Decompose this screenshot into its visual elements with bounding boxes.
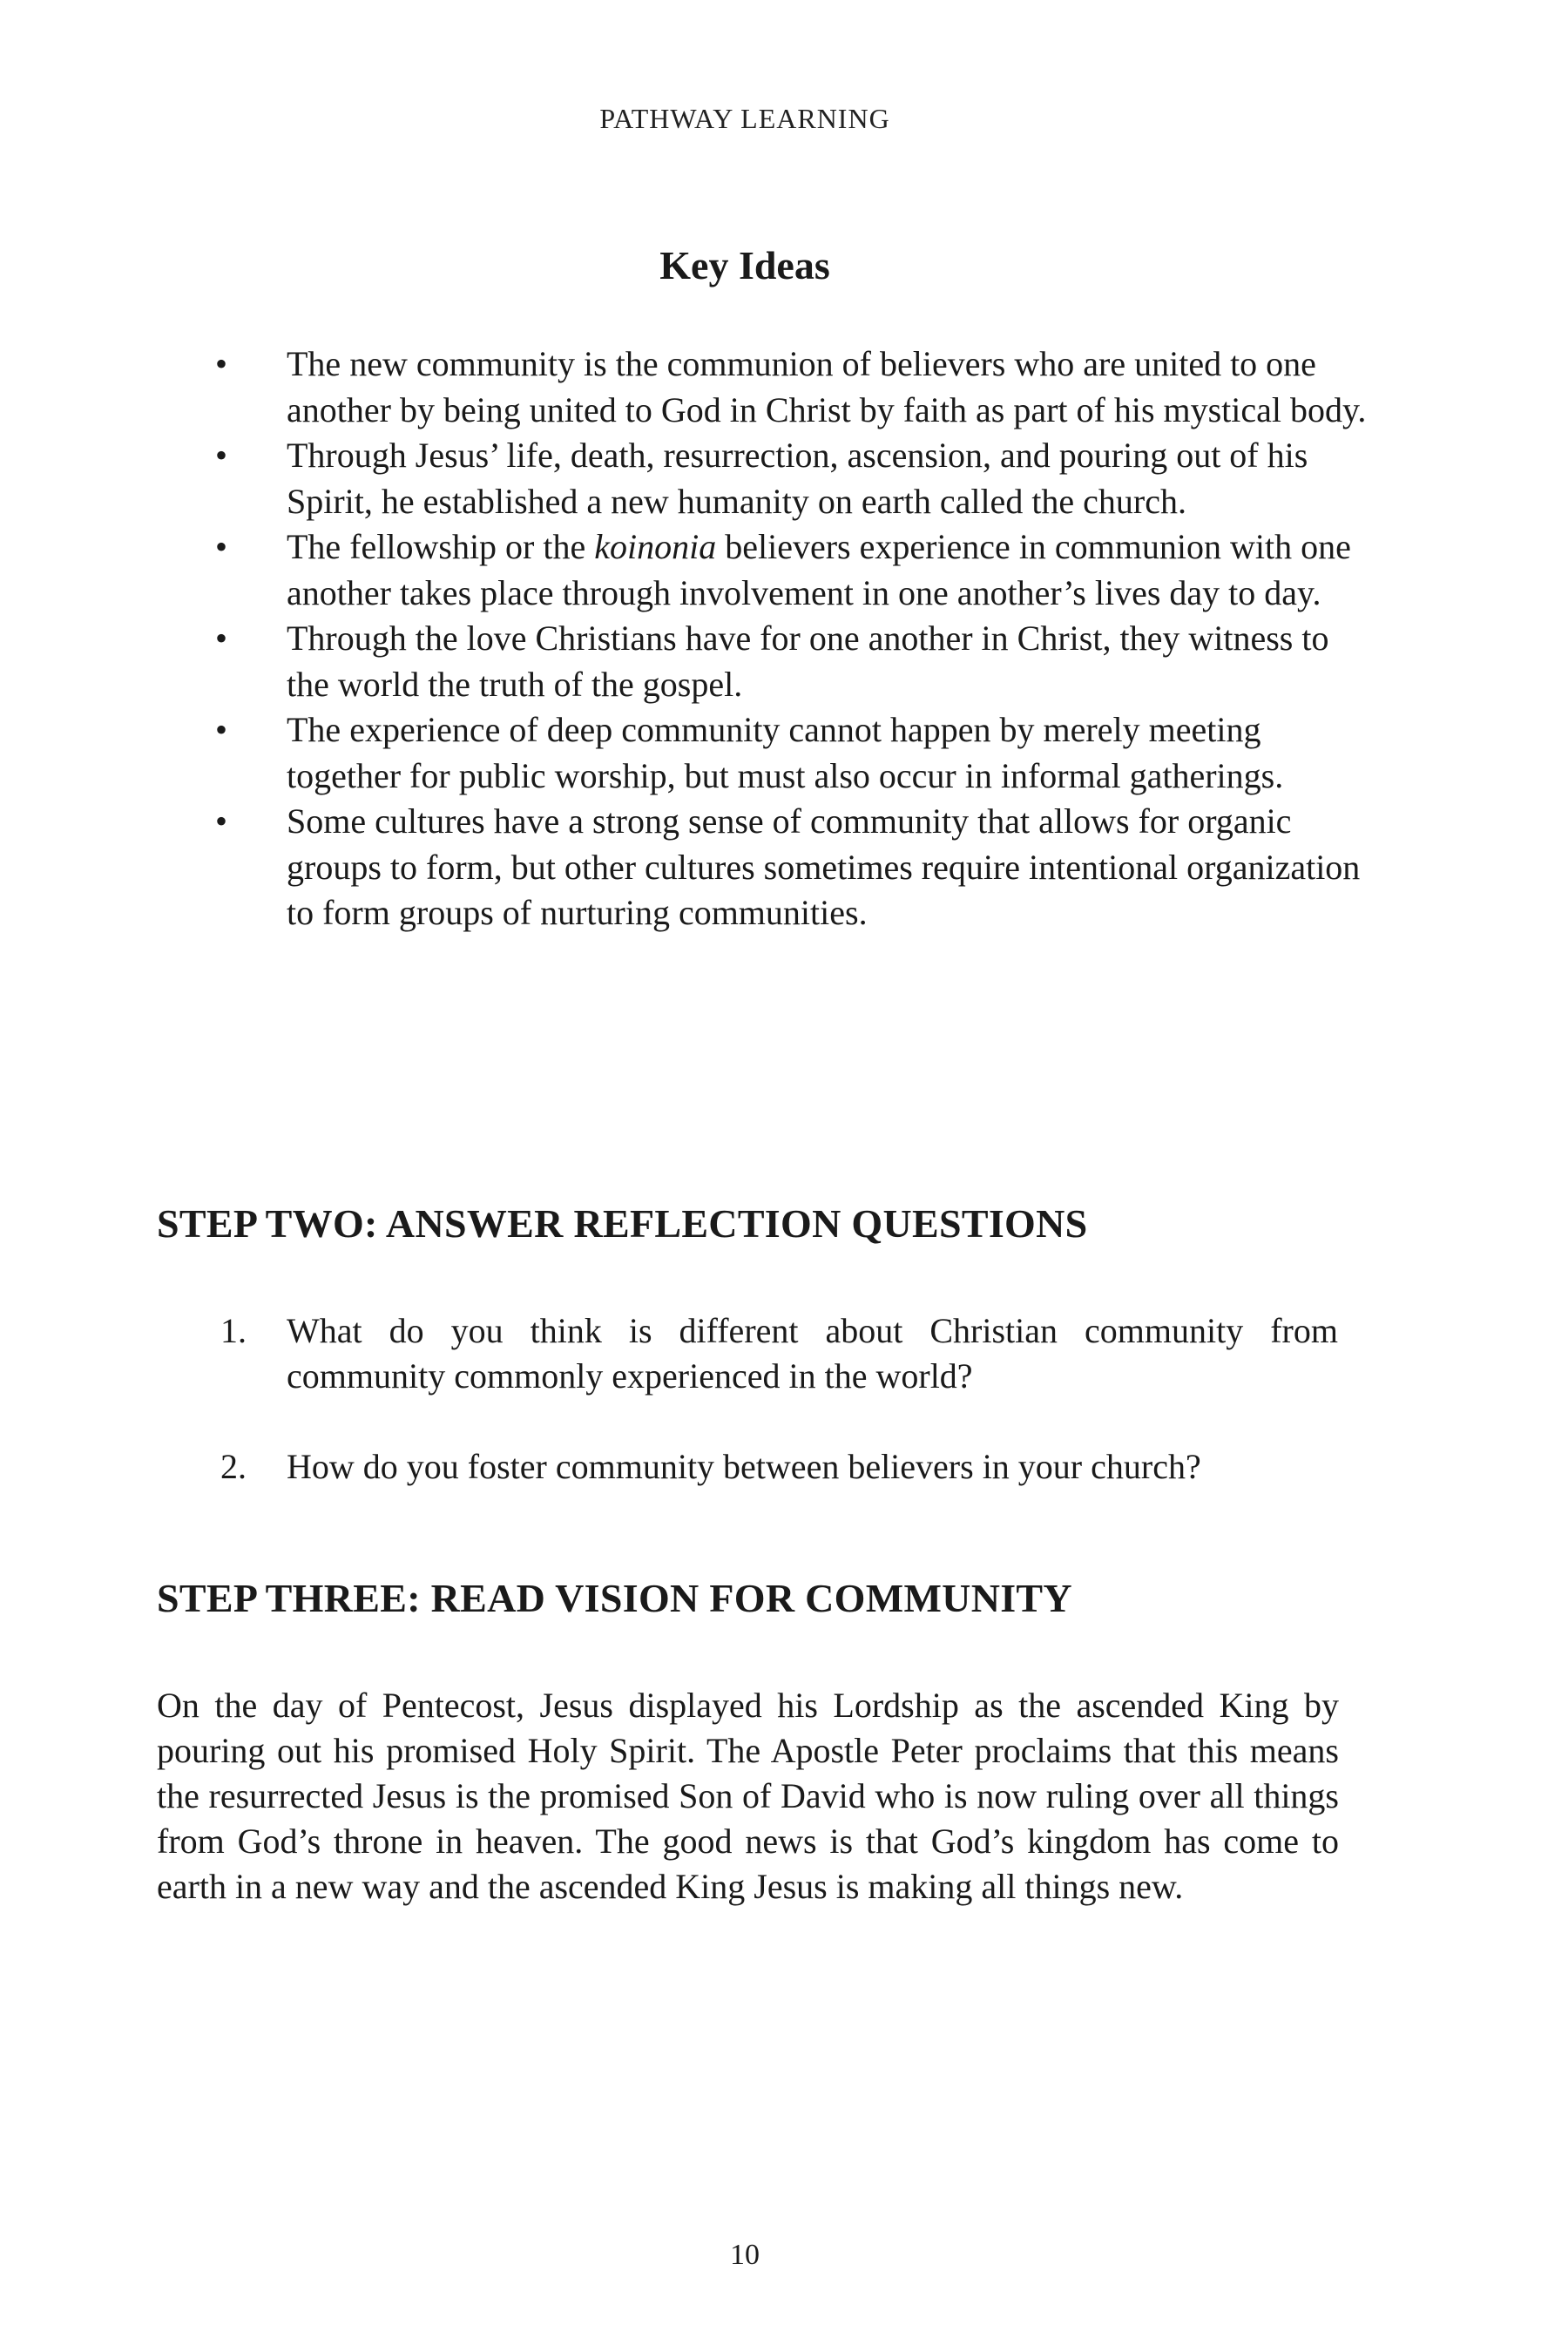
bullet-icon: • bbox=[215, 344, 228, 383]
list-item-text-before: The fellowship or the bbox=[287, 527, 595, 566]
question-text: What do you think is different about Christian community from community commonly experienced in the world? bbox=[287, 1311, 1338, 1396]
question-item bbox=[220, 1308, 1338, 1399]
page-number: 10 bbox=[730, 2239, 760, 2271]
question-number: 2. bbox=[220, 1447, 247, 1486]
key-ideas-title: Key Ideas bbox=[659, 243, 830, 287]
bullet-icon: • bbox=[215, 527, 228, 566]
step-two-heading: STEP TWO: ANSWER REFLECTION QUESTIONS bbox=[157, 1201, 1088, 1246]
bullet-icon: • bbox=[215, 436, 228, 475]
list-item-text: The experience of deep community cannot happen by merely meeting together for public worship, but must also occur in informal gatherings. bbox=[287, 710, 1284, 795]
list-item bbox=[215, 433, 1374, 524]
question-number: 1. bbox=[220, 1311, 247, 1350]
key-ideas-list bbox=[215, 341, 1374, 936]
reflection-questions bbox=[220, 1308, 1338, 1490]
list-item bbox=[215, 799, 1374, 936]
bullet-icon: • bbox=[215, 710, 228, 749]
question-text: How do you foster community between believers in your church? bbox=[287, 1447, 1201, 1486]
list-item-text: Through Jesus’ life, death, resurrection, ascension, and pouring out of his Spirit, he established a new humanity on earth called the church. bbox=[287, 436, 1308, 521]
vision-paragraph: On the day of Pentecost, Jesus displayed his Lordship as the ascended King by pouring out his promised Holy Spirit. The Apostle Peter proclaims that this means the resurrected Jesus is the promised Son of David who is now ruling over all things from God’s throne in heaven. The good news is that God’s kingdom has come to earth in a new way and the ascended King Jesus is making all things new. bbox=[157, 1686, 1339, 1906]
list-item-text-after: believers experience in communion with one another takes place through involvement in one another’s lives day to day. bbox=[287, 527, 1351, 612]
bullet-icon: • bbox=[215, 801, 228, 841]
list-item bbox=[215, 707, 1374, 799]
question-item bbox=[220, 1444, 1338, 1490]
list-item-text: Through the love Christians have for one another in Christ, they witness to the world the truth of the gospel. bbox=[287, 618, 1329, 704]
running-head: PATHWAY LEARNING bbox=[599, 103, 890, 134]
bullet-icon: • bbox=[215, 618, 228, 658]
list-item bbox=[215, 341, 1374, 433]
koinonia-term: koinonia bbox=[594, 527, 717, 566]
list-item bbox=[215, 524, 1374, 616]
list-item-text: The new community is the communion of believers who are united to one another by being united to God in Christ by faith as part of his mystical body. bbox=[287, 344, 1367, 429]
list-item-text: Some cultures have a strong sense of community that allows for organic groups to form, but other cultures sometimes require intentional organization to form groups of nurturing communities. bbox=[287, 801, 1361, 932]
list-item bbox=[215, 616, 1374, 707]
step-three-heading: STEP THREE: READ VISION FOR COMMUNITY bbox=[157, 1576, 1072, 1620]
